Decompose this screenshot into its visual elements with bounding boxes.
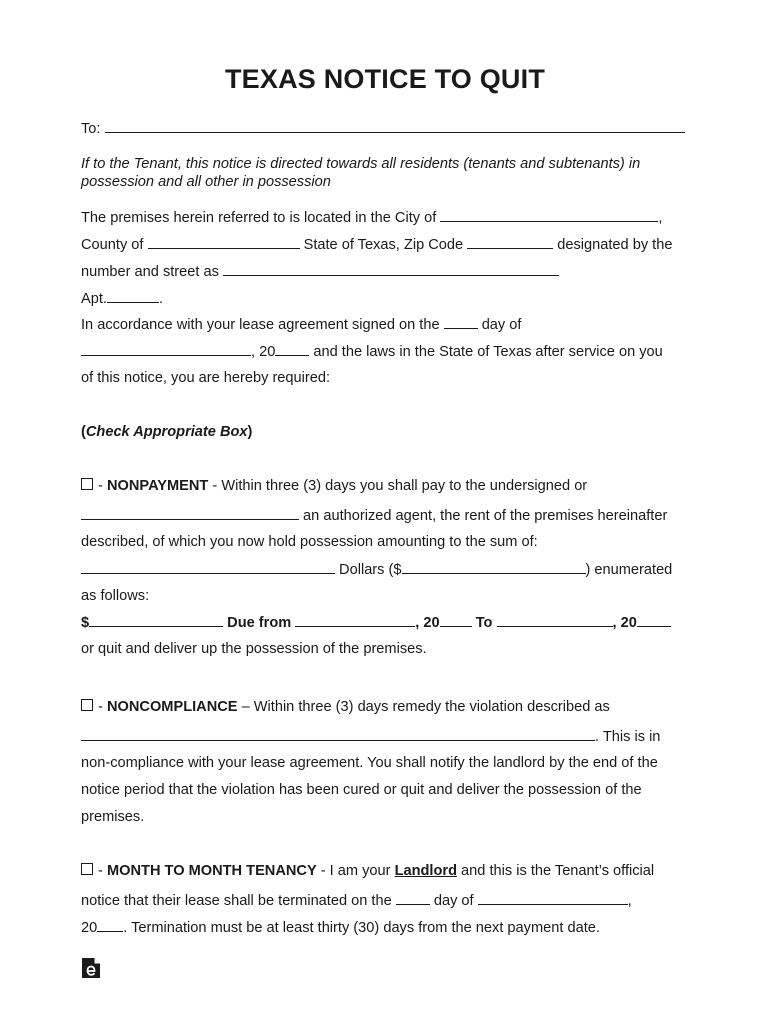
premises-line-5: In accordance with your lease agreement signed on the day of <box>81 317 522 333</box>
termination-year-blank[interactable] <box>97 918 123 932</box>
premises-line-1: The premises herein referred to is located in the City of , <box>81 210 663 226</box>
dollars-words-blank[interactable] <box>81 560 335 574</box>
lease-year-blank[interactable] <box>275 342 309 356</box>
nonpayment-line-4: Dollars ($ ) enumerated <box>81 560 672 579</box>
termination-month-blank[interactable] <box>478 891 628 905</box>
to-blank[interactable] <box>105 119 685 133</box>
violation-blank[interactable] <box>81 727 595 741</box>
due-to-blank[interactable] <box>497 613 613 627</box>
nonpayment-line-2: an authorized agent, the rent of the premises hereinafter <box>81 506 667 525</box>
landlord-word: Landlord <box>394 863 457 879</box>
intro-line-1: If to the Tenant, this notice is directed towards all residents (tenants and subtenants) in <box>81 156 641 172</box>
due-amount-blank[interactable] <box>89 613 223 627</box>
month-line-1: - MONTH TO MONTH TENANCY - I am your Landlord and this is the Tenant’s official <box>81 862 654 880</box>
nonpayment-line-7: or quit and deliver up the possession of the premises. <box>81 641 427 657</box>
month-label: MONTH TO MONTH TENANCY <box>106 863 317 879</box>
payee-blank[interactable] <box>81 506 299 520</box>
noncompliance-label: NONCOMPLIANCE <box>106 699 238 715</box>
to-label: To: <box>81 121 101 137</box>
noncompliance-line-5: premises. <box>81 809 145 825</box>
nonpayment-line-5: as follows: <box>81 588 150 604</box>
month-line-2: notice that their lease shall be terminated on the day of , <box>81 893 632 909</box>
premises-line-4: Apt. . <box>81 291 164 307</box>
due-to-year-blank[interactable] <box>637 613 671 627</box>
noncompliance-line-1: - NONCOMPLIANCE – Within three (3) days remedy the violation described as <box>81 698 610 716</box>
month-line-3: 20 . Termination must be at least thirty (30) days from the next payment date. <box>81 920 600 936</box>
month-checkbox[interactable] <box>81 863 93 875</box>
premises-line-3: number and street as <box>81 262 559 281</box>
noncompliance-line-3: non-compliance with your lease agreement. You shall notify the landlord by the end of the <box>81 755 658 771</box>
city-blank[interactable] <box>440 208 658 222</box>
dollars-amount-blank[interactable] <box>402 560 586 574</box>
termination-day-blank[interactable] <box>396 891 430 905</box>
eforms-logo-icon <box>80 956 102 980</box>
premises-line-6: , 20 and the laws in the State of Texas after service on you <box>81 342 663 361</box>
due-from-year-blank[interactable] <box>440 613 472 627</box>
county-blank[interactable] <box>148 235 300 249</box>
to-line <box>81 119 685 138</box>
noncompliance-line-2: . This is in <box>81 727 660 746</box>
lease-day-blank[interactable] <box>444 315 478 329</box>
page-title: TEXAS NOTICE TO QUIT <box>224 64 546 94</box>
lease-month-blank[interactable] <box>81 342 251 356</box>
nonpayment-label: NONPAYMENT <box>106 478 209 494</box>
due-from-blank[interactable] <box>295 613 415 627</box>
check-box-instruction: (Check Appropriate Box) <box>81 424 253 440</box>
nonpayment-line-6: $ Due from , 20 To , 20 <box>81 613 671 632</box>
street-blank[interactable] <box>223 262 559 276</box>
zip-blank[interactable] <box>467 235 553 249</box>
premises-line-2: County of State of Texas, Zip Code designated by the <box>81 237 673 253</box>
nonpayment-line-1: - NONPAYMENT - Within three (3) days you shall pay to the undersigned or <box>81 477 587 495</box>
nonpayment-checkbox[interactable] <box>81 478 93 490</box>
nonpayment-line-3: described, of which you now hold possession amounting to the sum of: <box>81 534 538 550</box>
intro-line-2: possession and all other in possession <box>81 174 331 190</box>
apt-blank[interactable] <box>107 289 159 303</box>
noncompliance-line-4: notice period that the violation has been cured or quit and deliver the possession of the <box>81 782 642 798</box>
premises-line-7: of this notice, you are hereby required: <box>81 370 331 386</box>
noncompliance-checkbox[interactable] <box>81 699 93 711</box>
